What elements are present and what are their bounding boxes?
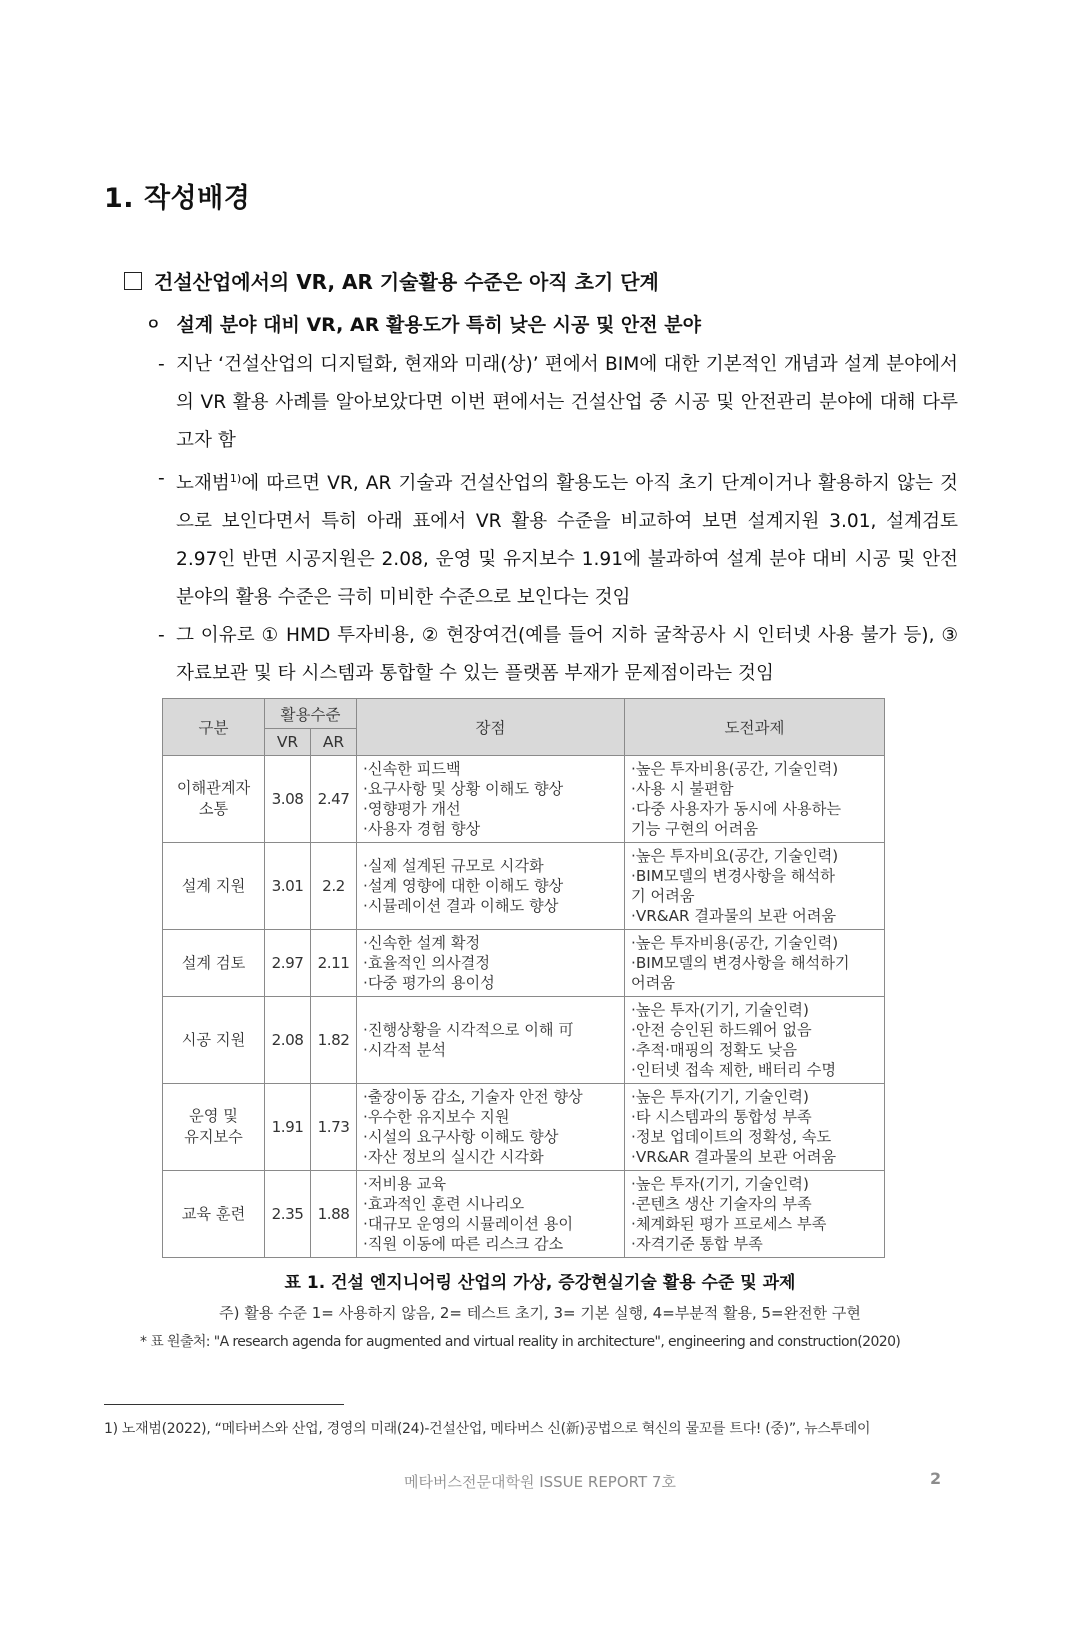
challenge-item: ·BIM모델의 변경사항을 해석하기 [631,954,850,972]
challenge-item: 어려움 [631,974,676,992]
header-ar: AR [311,729,357,756]
paragraph-text [176,460,958,617]
strength-item: ·시설의 요구사항 이해도 향상 [363,1128,559,1146]
source-note: * 표 원출처: "A research agenda for augmented and virtual reality in architecture", engineering and construction(2020) [140,1334,901,1350]
cell-ar: 1.88 [311,1171,357,1258]
cell-strengths [357,930,625,997]
challenge-item: ·추적·매핑의 정확도 낮음 [631,1041,798,1059]
strength-item: ·신속한 피드백 [363,760,461,778]
challenge-item: ·안전 승인된 하드웨어 없음 [631,1021,812,1039]
strength-item: ·효율적인 의사결정 [363,954,491,972]
cell-vr: 1.91 [265,1084,311,1171]
challenge-item: ·높은 투자비용(공간, 기술인력) [631,760,839,778]
cell-vr: 2.35 [265,1171,311,1258]
level-note: 주) 활용 수준 1= 사용하지 않음, 2= 테스트 초기, 3= 기본 실행, 4=부분적 활용, 5=완전한 구현 [219,1304,861,1322]
challenge-item: ·BIM모델의 변경사항을 해석하 [631,867,835,885]
category-line: 설계 검토 [181,953,246,972]
cell-challenges [625,1084,885,1171]
header-vr: VR [265,729,311,756]
strength-item: ·시뮬레이션 결과 이해도 향상 [363,897,559,915]
table-row [163,930,885,997]
challenge-item: ·다중 사용자가 동시에 사용하는 [631,800,842,818]
table-row [163,756,885,843]
table-row [163,1171,885,1258]
strength-item: ·직원 이동에 따른 리스크 감소 [363,1235,564,1253]
footnote-divider [104,1404,344,1405]
heading-level1 [124,266,659,295]
square-bullet-icon [124,272,142,290]
cell-strengths [357,1084,625,1171]
cell-ar: 2.47 [311,756,357,843]
challenge-item: ·자격기준 통합 부족 [631,1235,763,1253]
heading-level2 [146,310,701,337]
cell-strengths [357,1171,625,1258]
circle-bullet-icon: ㅇ [146,315,161,333]
category-line: 교육 훈련 [181,1204,246,1223]
category-line: 소통 [198,800,229,818]
challenge-item: ·높은 투자(기기, 기술인력) [631,1175,809,1193]
cell-challenges [625,930,885,997]
paragraph-1 [158,346,958,460]
strength-item: ·다중 평가의 용이성 [363,974,495,992]
paragraph-3 [158,617,958,693]
cell-strengths [357,997,625,1084]
cell-strengths [357,843,625,930]
challenge-item: ·높은 투자(기기, 기술인력) [631,1088,809,1106]
header-category: 구분 [163,699,265,756]
category-line: 운영 및 [189,1107,238,1125]
category-line: 설계 지원 [181,876,246,895]
page-number: 2 [930,1469,942,1488]
paragraph-text-part: 지난 ‘건설산업의 디지털화, 현재와 미래(상)’ 편에서 BIM에 대한 기본적인 개념과 설계 분야에서의 VR 활용 사례를 알아보았다면 이번 편에서는 건설산업 중 시공 및 안전관리 분야에 대해 다루고자 함 [176,354,958,451]
cell-challenges [625,1171,885,1258]
cell-vr: 2.08 [265,997,311,1084]
strength-item: ·요구사항 및 상황 이해도 향상 [363,780,564,798]
header-strengths: 장점 [357,699,625,756]
strength-item: ·우수한 유지보수 지원 [363,1108,510,1126]
paragraph-text [176,617,958,693]
challenge-item: ·정보 업데이트의 정확성, 속도 [631,1128,832,1146]
cell-ar: 1.82 [311,997,357,1084]
dash-bullet: - [158,625,165,647]
challenge-item: ·높은 투자비요(공간, 기술인력) [631,847,839,865]
strength-item: ·신속한 설계 확정 [363,934,481,952]
cell-ar: 1.73 [311,1084,357,1171]
cell-category [163,1084,265,1171]
cell-category [163,997,265,1084]
cell-vr: 3.01 [265,843,311,930]
cell-category [163,1171,265,1258]
paragraph-text-part: 그 이유로 ① HMD 투자비용, ② 현장여건(예를 들어 지하 굴착공사 시 인터넷 사용 불가 등), ③ 자료보관 및 타 시스템과 통합할 수 있는 플랫폼 부재가 문제점이라는 것임 [176,625,958,685]
strength-item: ·실제 설계된 규모로 시각화 [363,857,544,875]
category-line: 유지보수 [184,1128,243,1146]
strength-item: ·출장이동 감소, 기술자 안전 향상 [363,1088,583,1106]
strength-item: ·저비용 교육 [363,1175,447,1193]
header-challenges: 도전과제 [625,699,885,756]
paragraph-text-part: 에 따르면 VR, AR 기술과 건설산업의 활용도는 아직 초기 단계이거나 활용하지 않는 것으로 보인다면서 특히 아래 표에서 VR 활용 수준을 비교하여 보면 설계지원 3.01, 설계검토 2.97인 반면 시공지원은 2.08, 운영 및 유지보수 1.91에 불과하여 설계 분야 대비 시공 및 안전 분야의 활용 수준은 극히 미비한 수준으로 보인다는 것임 [176,473,958,609]
cell-vr: 3.08 [265,756,311,843]
challenge-item: 기 어려움 [631,887,695,905]
dash-bullet: - [158,468,165,489]
cell-category [163,756,265,843]
heading-level1-text: 건설산업에서의 VR, AR 기술활용 수준은 아직 초기 단계 [154,270,659,294]
strength-item: ·대규모 운영의 시뮬레이션 용이 [363,1215,574,1233]
cell-challenges [625,843,885,930]
heading-level2-text: 설계 분야 대비 VR, AR 활용도가 특히 낮은 시공 및 안전 분야 [176,314,701,336]
challenge-item: ·콘텐츠 생산 기술자의 부족 [631,1195,812,1213]
strength-item: ·효과적인 훈련 시나리오 [363,1195,525,1213]
strength-item: ·설계 영향에 대한 이해도 향상 [363,877,564,895]
table-container [162,698,884,1251]
cell-ar: 2.11 [311,930,357,997]
strength-item: ·영향평가 개선 [363,800,461,818]
cell-category [163,843,265,930]
strength-item: ·사용자 경험 향상 [363,820,481,838]
challenge-item: ·사용 시 불편함 [631,780,734,798]
challenge-item: ·체계화된 평가 프로세스 부족 [631,1215,827,1233]
paragraph-text [176,346,958,460]
table-row [163,997,885,1084]
dash-bullet: - [158,354,165,375]
cell-vr: 2.97 [265,930,311,997]
challenge-item: 기능 구현의 어려움 [631,820,759,838]
table-row [163,843,885,930]
footnote: 1) 노재범(2022), “메타버스와 산업, 경영의 미래(24)-건설산업, 메타버스 신(新)공법으로 혁신의 물꼬를 트다! (중)”, 뉴스투데이 [104,1421,871,1437]
header-level: 활용수준 [265,699,357,729]
table-caption: 표 1. 건설 엔지니어링 산업의 가상, 증강현실기술 활용 수준 및 과제 [284,1273,796,1293]
challenge-item: ·높은 투자비용(공간, 기술인력) [631,934,839,952]
category-line: 이해관계자 [176,779,251,797]
challenge-item: ·타 시스템과의 통합성 부족 [631,1108,812,1126]
category-line: 시공 지원 [181,1030,246,1049]
challenge-item: ·VR&AR 결과물의 보관 어려움 [631,907,837,925]
strength-item: ·시각적 분석 [363,1041,447,1059]
cell-strengths [357,756,625,843]
footer-title: 메타버스전문대학원 ISSUE REPORT 7호 [404,1473,676,1491]
section-title: 1. 작성배경 [104,183,251,214]
challenge-item: ·높은 투자(기기, 기술인력) [631,1001,809,1019]
cell-challenges [625,997,885,1084]
table-row [163,1084,885,1171]
paragraph-text-part: 노재범 [176,473,230,495]
paragraph-2 [158,460,958,617]
cell-ar: 2.2 [311,843,357,930]
cell-category [163,930,265,997]
table-body [163,756,885,1258]
footnote-ref[interactable]: 1) [229,472,242,485]
cell-challenges [625,756,885,843]
challenge-item: ·VR&AR 결과물의 보관 어려움 [631,1148,837,1166]
challenge-item: ·인터넷 접속 제한, 배터리 수명 [631,1061,837,1079]
data-table [162,698,885,1258]
strength-item: ·진행상황을 시각적으로 이해 可 [363,1021,574,1039]
strength-item: ·자산 정보의 실시간 시각화 [363,1148,544,1166]
body-paragraphs [158,346,958,693]
